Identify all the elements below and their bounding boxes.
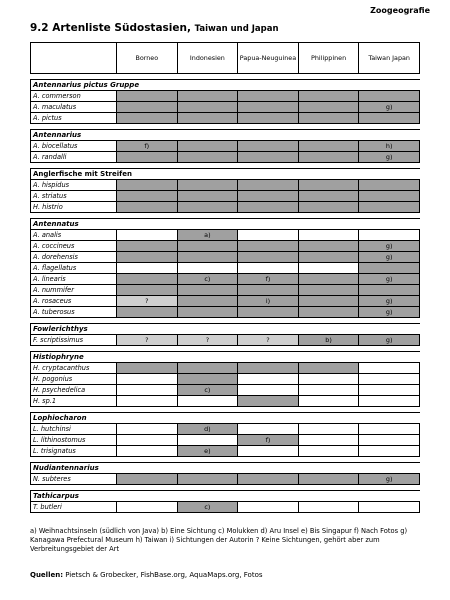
species-name: A. commerson xyxy=(31,91,117,102)
species-name: A. nummifer xyxy=(31,285,117,296)
footnotes: a) Weihnachtsinseln (südlich von Java) b) Eine Sichtung c) Molukken d) Aru Insel e) Bis Singapur f) Nach Fotos g) Kanagawa Prefectural Museum h) Taiwan i) Sichtungen der Autorin ? Keine Sichtungen, gehört aber zum Verbreitungsgebiet der Art xyxy=(30,527,408,553)
range-cell xyxy=(238,180,299,191)
page-title xyxy=(30,22,279,34)
species-name: A. analis xyxy=(31,230,117,241)
range-cell xyxy=(177,102,238,113)
range-cell xyxy=(298,374,359,385)
table-row xyxy=(31,102,420,113)
range-cell xyxy=(298,113,359,124)
range-cell: b) xyxy=(298,335,359,346)
range-cell xyxy=(117,91,178,102)
range-cell: g) xyxy=(359,335,420,346)
species-name: A. tuberosus xyxy=(31,307,117,318)
range-cell xyxy=(117,307,178,318)
range-cell: f) xyxy=(238,435,299,446)
species-name: A. rosaceus xyxy=(31,296,117,307)
range-cell xyxy=(117,191,178,202)
header-col-philippinen: Philippinen xyxy=(298,43,359,74)
range-cell: ? xyxy=(177,335,238,346)
range-cell xyxy=(298,152,359,163)
sources-text: Pietsch & Grobecker, FishBase.org, AquaMaps.org, Fotos xyxy=(63,571,263,579)
range-cell xyxy=(359,91,420,102)
group-name: Histiophryne xyxy=(31,352,420,363)
range-cell: c) xyxy=(177,385,238,396)
header-col-indonesien: Indonesien xyxy=(177,43,238,74)
range-cell xyxy=(238,113,299,124)
range-cell xyxy=(177,191,238,202)
group-header-row xyxy=(31,413,420,424)
range-cell xyxy=(298,396,359,407)
range-cell xyxy=(359,191,420,202)
table-row xyxy=(31,502,420,513)
range-cell xyxy=(177,141,238,152)
range-cell xyxy=(177,307,238,318)
range-cell xyxy=(117,446,178,457)
range-cell xyxy=(177,263,238,274)
table-row xyxy=(31,152,420,163)
range-cell xyxy=(117,252,178,263)
table-row xyxy=(31,335,420,346)
range-cell: h) xyxy=(359,141,420,152)
table-row xyxy=(31,113,420,124)
range-cell xyxy=(238,374,299,385)
range-cell: d) xyxy=(177,424,238,435)
range-cell: g) xyxy=(359,296,420,307)
table-row xyxy=(31,230,420,241)
group-name: Nudiantennarius xyxy=(31,463,420,474)
range-cell xyxy=(238,263,299,274)
species-name: L. lithinostomus xyxy=(31,435,117,446)
group-name: Antennarius pictus Gruppe xyxy=(31,80,420,91)
range-cell: ? xyxy=(117,335,178,346)
range-cell xyxy=(117,374,178,385)
range-cell: e) xyxy=(177,446,238,457)
range-cell xyxy=(117,102,178,113)
range-cell xyxy=(238,91,299,102)
range-cell xyxy=(177,252,238,263)
table-row xyxy=(31,396,420,407)
species-name: F. scriptissimus xyxy=(31,335,117,346)
table-row xyxy=(31,435,420,446)
species-name: H. sp.1 xyxy=(31,396,117,407)
group-name: Antennatus xyxy=(31,219,420,230)
table-header-row xyxy=(31,43,420,74)
header-col-papua: Papua-Neuguinea xyxy=(238,43,299,74)
table-row xyxy=(31,263,420,274)
range-cell xyxy=(298,141,359,152)
header-col-taiwan-japan: Taiwan Japan xyxy=(359,43,420,74)
range-cell xyxy=(117,385,178,396)
range-cell xyxy=(298,363,359,374)
range-cell xyxy=(359,202,420,213)
range-cell xyxy=(238,474,299,485)
table-row xyxy=(31,191,420,202)
range-cell xyxy=(177,241,238,252)
range-cell xyxy=(177,285,238,296)
range-cell xyxy=(177,202,238,213)
range-cell xyxy=(238,241,299,252)
range-cell xyxy=(298,263,359,274)
table-row xyxy=(31,91,420,102)
range-cell xyxy=(117,152,178,163)
range-cell: g) xyxy=(359,474,420,485)
group-header-row xyxy=(31,324,420,335)
range-cell xyxy=(238,152,299,163)
range-cell: g) xyxy=(359,307,420,318)
range-cell xyxy=(298,274,359,285)
species-name: A. hispidus xyxy=(31,180,117,191)
table-row xyxy=(31,446,420,457)
range-cell xyxy=(359,230,420,241)
group-header-row xyxy=(31,130,420,141)
table-row xyxy=(31,385,420,396)
group-name: Anglerfische mit Streifen xyxy=(31,169,420,180)
range-cell xyxy=(298,230,359,241)
group-name: Fowlerichthys xyxy=(31,324,420,335)
range-cell xyxy=(359,385,420,396)
range-cell xyxy=(298,474,359,485)
species-name: A. striatus xyxy=(31,191,117,202)
range-cell xyxy=(117,113,178,124)
range-cell xyxy=(298,191,359,202)
range-cell xyxy=(117,396,178,407)
species-name: A. randalli xyxy=(31,152,117,163)
species-name: A. maculatus xyxy=(31,102,117,113)
species-name: A. pictus xyxy=(31,113,117,124)
range-cell xyxy=(298,102,359,113)
range-cell: g) xyxy=(359,252,420,263)
range-cell xyxy=(298,446,359,457)
range-cell: c) xyxy=(177,502,238,513)
range-cell: f) xyxy=(117,141,178,152)
species-distribution-table xyxy=(30,42,420,513)
range-cell: ? xyxy=(238,335,299,346)
range-cell xyxy=(359,363,420,374)
range-cell xyxy=(177,180,238,191)
group-header-row xyxy=(31,352,420,363)
species-name: H. histrio xyxy=(31,202,117,213)
range-cell xyxy=(298,252,359,263)
range-cell xyxy=(117,363,178,374)
range-cell xyxy=(238,307,299,318)
range-cell xyxy=(298,502,359,513)
group-header-row xyxy=(31,463,420,474)
species-name: A. flagellatus xyxy=(31,263,117,274)
range-cell xyxy=(117,435,178,446)
section-label: Zoogeografie xyxy=(370,6,430,15)
range-cell xyxy=(177,396,238,407)
range-cell xyxy=(238,396,299,407)
sources-label: Quellen: xyxy=(30,571,64,579)
range-cell xyxy=(177,113,238,124)
range-cell: a) xyxy=(177,230,238,241)
table-row xyxy=(31,285,420,296)
table-row xyxy=(31,202,420,213)
group-header-row xyxy=(31,80,420,91)
species-name: A. coccineus xyxy=(31,241,117,252)
range-cell xyxy=(238,202,299,213)
species-name: H. pogonius xyxy=(31,374,117,385)
range-cell xyxy=(238,252,299,263)
range-cell xyxy=(298,435,359,446)
range-cell xyxy=(238,502,299,513)
range-cell xyxy=(117,202,178,213)
range-cell xyxy=(117,502,178,513)
range-cell: f) xyxy=(238,274,299,285)
group-name: Antennarius xyxy=(31,130,420,141)
range-cell xyxy=(238,141,299,152)
range-cell xyxy=(359,285,420,296)
range-cell: g) xyxy=(359,152,420,163)
table-row xyxy=(31,424,420,435)
group-name: Lophiocharon xyxy=(31,413,420,424)
range-cell xyxy=(238,385,299,396)
table-row xyxy=(31,474,420,485)
table-row xyxy=(31,374,420,385)
range-cell xyxy=(359,113,420,124)
table-row xyxy=(31,252,420,263)
range-cell: g) xyxy=(359,102,420,113)
range-cell xyxy=(177,374,238,385)
range-cell xyxy=(238,424,299,435)
species-name: T. butleri xyxy=(31,502,117,513)
range-cell xyxy=(298,424,359,435)
range-cell xyxy=(298,180,359,191)
range-cell xyxy=(298,385,359,396)
table-row xyxy=(31,180,420,191)
range-cell xyxy=(177,363,238,374)
range-cell xyxy=(359,446,420,457)
range-cell xyxy=(117,274,178,285)
table-row xyxy=(31,241,420,252)
species-name: H. cryptacanthus xyxy=(31,363,117,374)
range-cell xyxy=(177,474,238,485)
range-cell xyxy=(238,102,299,113)
range-cell xyxy=(298,285,359,296)
header-col-borneo: Borneo xyxy=(117,43,178,74)
range-cell xyxy=(238,230,299,241)
group-header-row xyxy=(31,491,420,502)
range-cell: i) xyxy=(238,296,299,307)
range-cell xyxy=(298,91,359,102)
range-cell xyxy=(359,374,420,385)
range-cell xyxy=(238,446,299,457)
species-name: L. hutchinsi xyxy=(31,424,117,435)
group-header-row xyxy=(31,169,420,180)
range-cell xyxy=(359,396,420,407)
header-species xyxy=(31,43,117,74)
range-cell xyxy=(177,435,238,446)
species-name: H. psychedelica xyxy=(31,385,117,396)
species-name: A. dorehensis xyxy=(31,252,117,263)
species-name: A. biocellatus xyxy=(31,141,117,152)
range-cell: ? xyxy=(117,296,178,307)
range-cell xyxy=(117,474,178,485)
range-cell xyxy=(298,296,359,307)
range-cell xyxy=(359,180,420,191)
species-name: L. trisignatus xyxy=(31,446,117,457)
range-cell xyxy=(177,91,238,102)
range-cell xyxy=(359,424,420,435)
range-cell xyxy=(238,363,299,374)
title-main: 9.2 Artenliste Südostasien, xyxy=(30,22,191,34)
table-row xyxy=(31,141,420,152)
range-cell xyxy=(117,241,178,252)
group-name: Tathicarpus xyxy=(31,491,420,502)
table-row xyxy=(31,307,420,318)
table-row xyxy=(31,296,420,307)
table-row xyxy=(31,363,420,374)
table-row xyxy=(31,274,420,285)
range-cell xyxy=(117,285,178,296)
range-cell xyxy=(117,263,178,274)
range-cell xyxy=(298,307,359,318)
range-cell xyxy=(298,241,359,252)
table-body xyxy=(31,74,420,513)
range-cell xyxy=(177,296,238,307)
sources xyxy=(30,571,263,579)
species-name: N. subteres xyxy=(31,474,117,485)
range-cell xyxy=(177,152,238,163)
range-cell: g) xyxy=(359,274,420,285)
range-cell xyxy=(359,263,420,274)
range-cell xyxy=(359,435,420,446)
group-header-row xyxy=(31,219,420,230)
range-cell xyxy=(238,191,299,202)
range-cell xyxy=(117,424,178,435)
range-cell xyxy=(298,202,359,213)
range-cell: c) xyxy=(177,274,238,285)
range-cell xyxy=(238,285,299,296)
range-cell xyxy=(359,502,420,513)
range-cell xyxy=(117,180,178,191)
range-cell xyxy=(117,230,178,241)
title-sub: Taiwan und Japan xyxy=(194,24,279,34)
species-name: A. linearis xyxy=(31,274,117,285)
range-cell: g) xyxy=(359,241,420,252)
